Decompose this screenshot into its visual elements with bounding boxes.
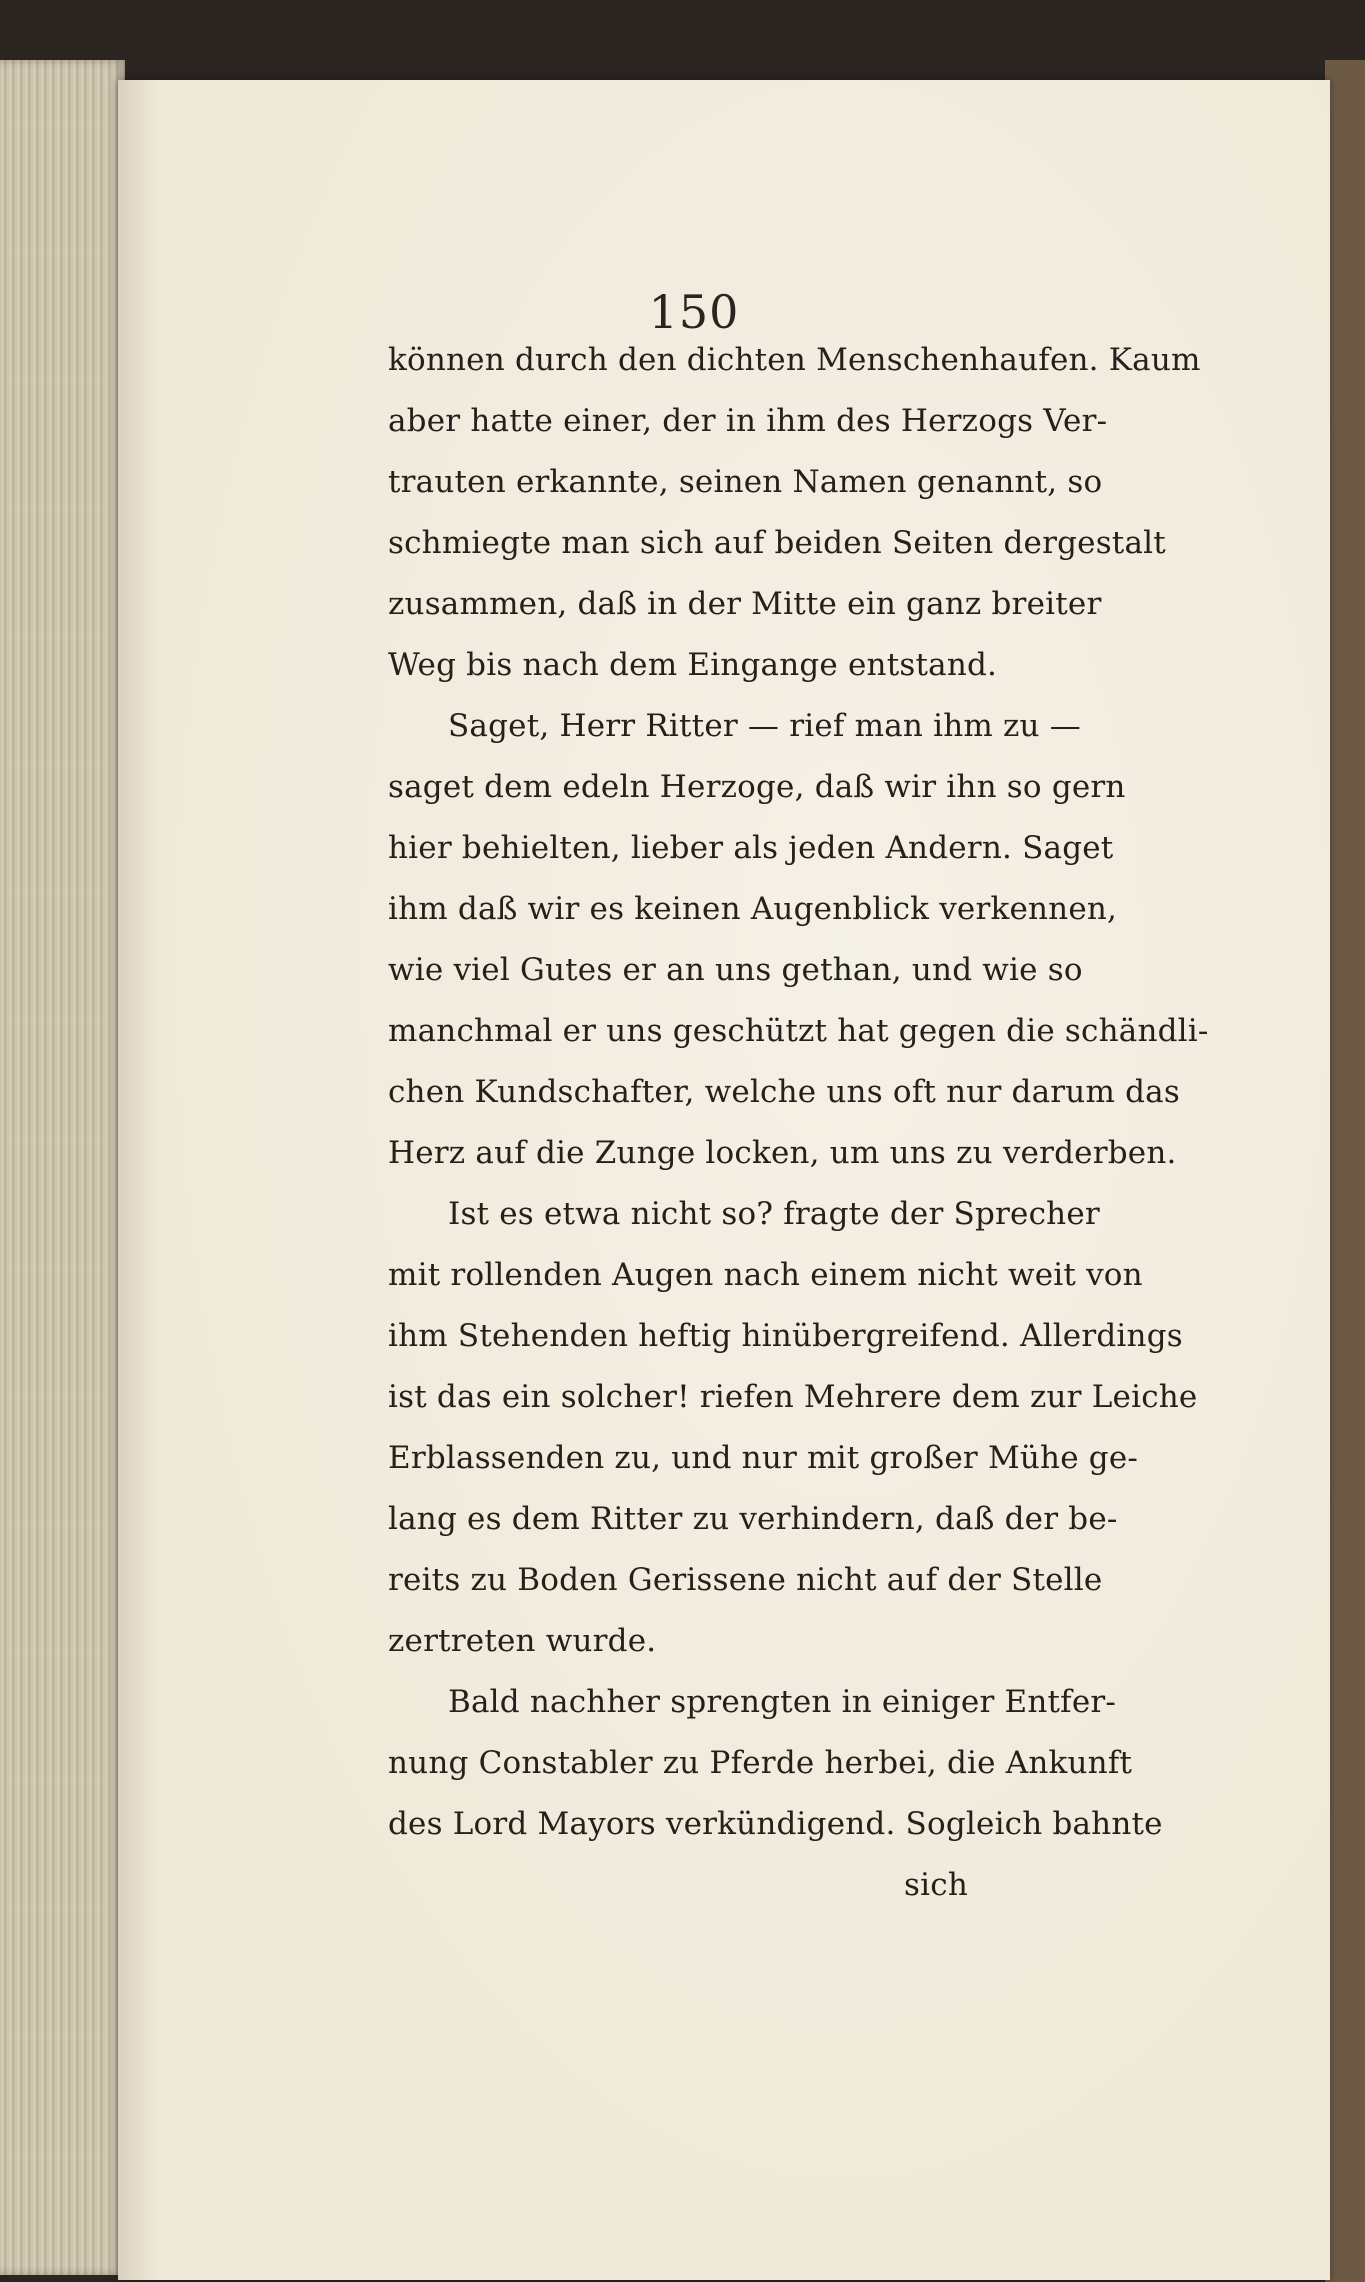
text-line: manchmal er uns geschützt hat gegen die schändli- bbox=[388, 1013, 1209, 1049]
text-line: lang es dem Ritter zu verhindern, daß der be- bbox=[388, 1501, 1118, 1537]
text-line: Herz auf die Zunge locken, um uns zu verderben. bbox=[388, 1135, 1177, 1171]
text-line: ihm Stehenden heftig hinübergreifend. Allerdings bbox=[388, 1318, 1183, 1354]
text-line: Bald nachher sprengten in einiger Entfer- bbox=[448, 1684, 1117, 1720]
text-line: zusammen, daß in der Mitte ein ganz breiter bbox=[388, 586, 1102, 622]
text-line: chen Kundschafter, welche uns oft nur darum das bbox=[388, 1074, 1180, 1110]
text-line: schmiegte man sich auf beiden Seiten dergestalt bbox=[388, 525, 1166, 561]
text-line: saget dem edeln Herzoge, daß wir ihn so gern bbox=[388, 769, 1126, 805]
text-line: trauten erkannte, seinen Namen genannt, so bbox=[388, 464, 1103, 500]
book-cover-edge bbox=[1325, 60, 1365, 2282]
book-page bbox=[118, 80, 1330, 2280]
page-edges bbox=[0, 60, 125, 2275]
text-line: hier behielten, lieber als jeden Andern. Saget bbox=[388, 830, 1114, 866]
text-line: ihm daß wir es keinen Augenblick verkennen, bbox=[388, 891, 1118, 927]
catchword: sich bbox=[904, 1867, 968, 1903]
text-line: Ist es etwa nicht so? fragte der Sprecher bbox=[448, 1196, 1100, 1232]
text-line: reits zu Boden Gerissene nicht auf der Stelle bbox=[388, 1562, 1103, 1598]
text-line: Saget, Herr Ritter — rief man ihm zu — bbox=[448, 708, 1081, 744]
text-line: können durch den dichten Menschenhaufen. Kaum bbox=[388, 342, 1201, 378]
text-block bbox=[388, 330, 1209, 1916]
text-line: des Lord Mayors verkündigend. Sogleich bahnte bbox=[388, 1806, 1163, 1842]
page-number: 150 bbox=[648, 285, 740, 339]
text-line: zertreten wurde. bbox=[388, 1623, 657, 1659]
text-line: aber hatte einer, der in ihm des Herzogs Ver- bbox=[388, 403, 1108, 439]
text-line: wie viel Gutes er an uns gethan, und wie so bbox=[388, 952, 1083, 988]
text-line: nung Constabler zu Pferde herbei, die Ankunft bbox=[388, 1745, 1133, 1781]
text-line: Erblassenden zu, und nur mit großer Mühe ge- bbox=[388, 1440, 1139, 1476]
text-line: Weg bis nach dem Eingange entstand. bbox=[388, 647, 998, 683]
text-line: ist das ein solcher! riefen Mehrere dem zur Leiche bbox=[388, 1379, 1198, 1415]
text-line: mit rollenden Augen nach einem nicht weit von bbox=[388, 1257, 1143, 1293]
